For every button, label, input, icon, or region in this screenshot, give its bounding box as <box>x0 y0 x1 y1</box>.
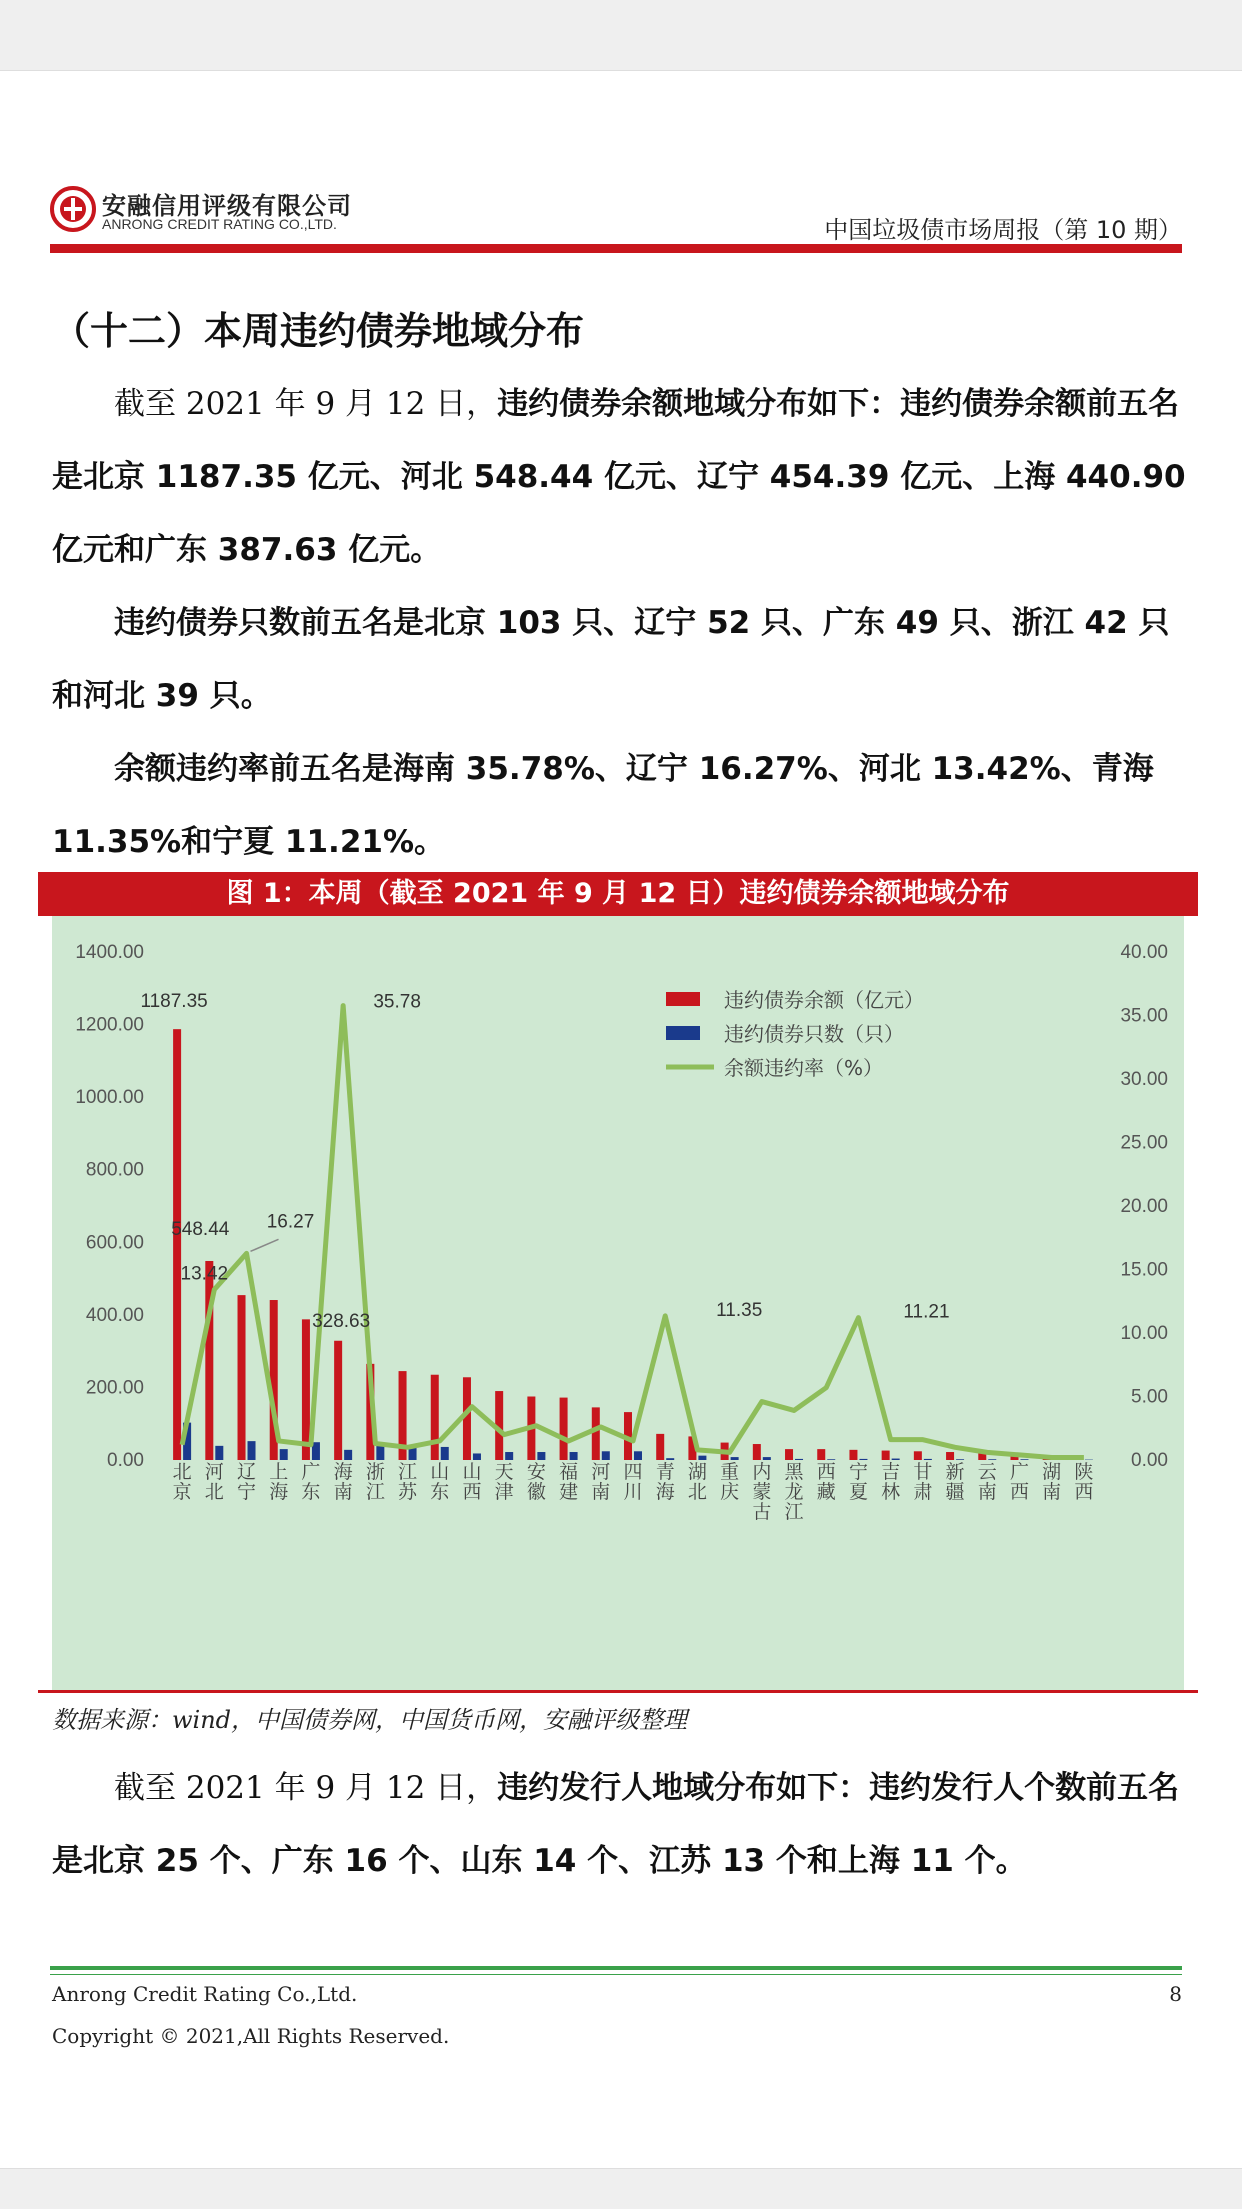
default-bond-region-chart <box>38 916 1198 1690</box>
viewer-top-bar <box>0 0 1242 71</box>
bar-count <box>376 1445 384 1460</box>
x-tick-label: 安徽 <box>527 1461 546 1503</box>
legend-swatch <box>666 992 700 1006</box>
x-tick-label: 青海 <box>656 1461 675 1503</box>
bar-amount <box>592 1407 600 1460</box>
bar-count <box>698 1456 706 1460</box>
bar-count <box>570 1452 578 1460</box>
bar-count <box>409 1448 417 1460</box>
bar-count <box>924 1459 932 1460</box>
bar-count <box>537 1452 545 1460</box>
paragraph-rate <box>52 733 1190 879</box>
bar-amount <box>753 1444 761 1460</box>
paragraph-issuer-bold: 违约发行人地域分布如下：违约发行人个数前五名是北京 25 个、广东 16 个、山东 14 个、江苏 13 个和上海 11 个。 <box>52 1770 1179 1879</box>
legend-label: 违约债券余额（亿元） <box>724 988 924 1012</box>
y-left-tick-label: 1400.00 <box>75 942 144 963</box>
x-tick-label: 云南 <box>978 1461 997 1503</box>
paragraph-balance-prefix: 截至 2021 年 9 月 12 日， <box>114 386 497 422</box>
paragraph-count <box>52 587 1190 733</box>
x-tick-label: 重庆 <box>720 1461 739 1503</box>
report-title: 中国垃圾债市场周报（第 10 期） <box>824 210 1182 245</box>
x-tick-label: 广东 <box>301 1461 320 1503</box>
y-right-tick-label: 0.00 <box>1131 1450 1168 1471</box>
paragraph-issuer <box>52 1752 1190 1898</box>
x-tick-label: 北京 <box>173 1461 192 1503</box>
bar-amount <box>849 1450 857 1460</box>
x-tick-label: 内蒙古 <box>752 1461 771 1523</box>
bar-count <box>731 1457 739 1460</box>
y-left-tick-label: 1200.00 <box>75 1015 144 1036</box>
y-left-tick-label: 600.00 <box>86 1232 144 1253</box>
x-tick-label: 福建 <box>559 1461 578 1503</box>
bar-count <box>956 1459 964 1460</box>
data-label: 16.27 <box>267 1211 315 1232</box>
footer-company: Anrong Credit Rating Co.,Ltd. <box>52 1982 357 2006</box>
bar-amount <box>914 1451 922 1460</box>
paragraph-balance <box>52 368 1190 587</box>
bar-count <box>634 1451 642 1460</box>
footer-divider <box>50 1966 1182 1970</box>
bar-amount <box>463 1377 471 1460</box>
figure-bottom-line <box>38 1690 1198 1693</box>
data-label: 13.42 <box>181 1264 229 1285</box>
x-tick-label: 吉林 <box>881 1461 900 1503</box>
x-tick-label: 江苏 <box>398 1461 418 1503</box>
bar-count <box>1020 1459 1028 1460</box>
y-right-tick-label: 30.00 <box>1120 1069 1168 1090</box>
paragraph-balance-bold: 违约债券余额地域分布如下：违约债券余额前五名是北京 1187.35 亿元、河北 548.44 亿元、辽宁 454.39 亿元、上海 440.90 亿元和广东 387.63 亿元。 <box>52 386 1186 568</box>
x-tick-label: 海南 <box>334 1461 353 1503</box>
bar-amount <box>882 1451 890 1460</box>
figure-title: 图 1：本周（截至 2021 年 9 月 12 日）违约债券余额地域分布 <box>38 872 1198 916</box>
x-tick-label: 天津 <box>495 1461 514 1503</box>
bar-count <box>763 1457 771 1460</box>
paragraph-count-bold: 违约债券只数前五名是北京 103 只、辽宁 52 只、广东 49 只、浙江 42 只和河北 39 只。 <box>52 605 1169 714</box>
x-tick-label: 新疆 <box>946 1461 965 1503</box>
y-right-tick-label: 20.00 <box>1120 1196 1168 1217</box>
bar-count <box>473 1453 481 1460</box>
x-tick-label: 西藏 <box>817 1461 836 1503</box>
footer-divider-thin <box>50 1974 1182 1975</box>
viewer-bottom-bar <box>0 2168 1242 2209</box>
y-right-tick-label: 15.00 <box>1120 1260 1168 1281</box>
y-right-tick-label: 35.00 <box>1120 1006 1168 1027</box>
bar-count <box>988 1459 996 1460</box>
bar-amount <box>785 1449 793 1460</box>
data-label: 548.44 <box>171 1219 230 1240</box>
bar-count <box>248 1441 256 1460</box>
data-label: 328.63 <box>312 1311 370 1332</box>
data-label: 11.21 <box>903 1302 949 1323</box>
x-tick-label: 山东 <box>430 1461 449 1503</box>
page-number: 8 <box>1169 1982 1182 2006</box>
x-tick-label: 广西 <box>1010 1461 1029 1503</box>
anrong-logo-icon <box>50 186 96 232</box>
y-right-tick-label: 40.00 <box>1120 942 1168 963</box>
bar-amount <box>656 1434 664 1460</box>
bar-count <box>827 1459 835 1460</box>
bar-count <box>892 1459 900 1460</box>
footer-copyright: Copyright © 2021,All Rights Reserved. <box>52 2024 449 2048</box>
paragraph-rate-bold: 余额违约率前五名是海南 35.78%、辽宁 16.27%、河北 13.42%、青海 11.35%和宁夏 11.21%。 <box>52 751 1154 860</box>
bar-amount <box>946 1452 954 1460</box>
y-right-tick-label: 25.00 <box>1120 1133 1168 1154</box>
bar-count <box>666 1458 674 1460</box>
x-tick-label: 上海 <box>269 1461 288 1503</box>
data-label: 35.78 <box>373 992 421 1013</box>
x-tick-label: 湖南 <box>1042 1461 1061 1503</box>
y-left-tick-label: 0.00 <box>107 1450 144 1471</box>
y-left-tick-label: 800.00 <box>86 1160 144 1181</box>
bar-count <box>344 1450 352 1460</box>
y-left-tick-label: 1000.00 <box>75 1087 144 1108</box>
bar-count <box>280 1449 288 1460</box>
data-label: 11.35 <box>716 1300 762 1321</box>
data-label: 1187.35 <box>140 991 207 1012</box>
x-tick-label: 甘肃 <box>913 1461 932 1503</box>
figure-source: 数据来源：wind，中国债券网，中国货币网，安融评级整理 <box>52 1700 687 1735</box>
x-tick-label: 河北 <box>205 1461 224 1503</box>
y-right-tick-label: 5.00 <box>1131 1387 1168 1408</box>
section-title: （十二）本周违约债券地域分布 <box>52 300 584 355</box>
figure-1 <box>38 872 1198 1694</box>
bar-amount <box>238 1295 246 1460</box>
x-tick-label: 湖北 <box>688 1461 707 1503</box>
y-left-tick-label: 400.00 <box>86 1305 144 1326</box>
header-divider <box>50 244 1182 253</box>
y-right-tick-label: 10.00 <box>1120 1323 1168 1344</box>
company-name-en: ANRONG CREDIT RATING CO.,LTD. <box>102 216 337 232</box>
x-tick-label: 山西 <box>462 1461 481 1503</box>
bar-amount <box>431 1375 439 1460</box>
x-tick-label: 辽宁 <box>237 1461 256 1503</box>
bar-count <box>505 1452 513 1460</box>
x-tick-label: 陕西 <box>1074 1461 1093 1503</box>
bar-amount <box>817 1449 825 1460</box>
x-tick-label: 宁夏 <box>849 1461 868 1503</box>
legend-label: 余额违约率（%） <box>724 1056 883 1080</box>
x-tick-label: 黑龙江 <box>785 1461 805 1523</box>
legend-swatch <box>666 1026 700 1040</box>
x-tick-label: 浙江 <box>366 1461 385 1503</box>
bar-amount <box>173 1029 181 1460</box>
bar-count <box>602 1451 610 1460</box>
company-name-cn: 安融信用评级有限公司 <box>102 186 352 221</box>
x-tick-label: 河南 <box>591 1461 610 1503</box>
bar-amount <box>560 1398 568 1460</box>
bar-count <box>859 1459 867 1460</box>
bar-amount <box>302 1319 310 1460</box>
bar-count <box>441 1447 449 1460</box>
bar-count <box>215 1446 223 1460</box>
chart-background <box>52 916 1184 1690</box>
bar-count <box>795 1459 803 1460</box>
x-tick-label: 四川 <box>623 1461 642 1503</box>
y-left-tick-label: 200.00 <box>86 1377 144 1398</box>
legend-label: 违约债券只数（只） <box>724 1022 904 1046</box>
bar-amount <box>334 1341 342 1460</box>
paragraph-issuer-prefix: 截至 2021 年 9 月 12 日， <box>114 1770 497 1806</box>
